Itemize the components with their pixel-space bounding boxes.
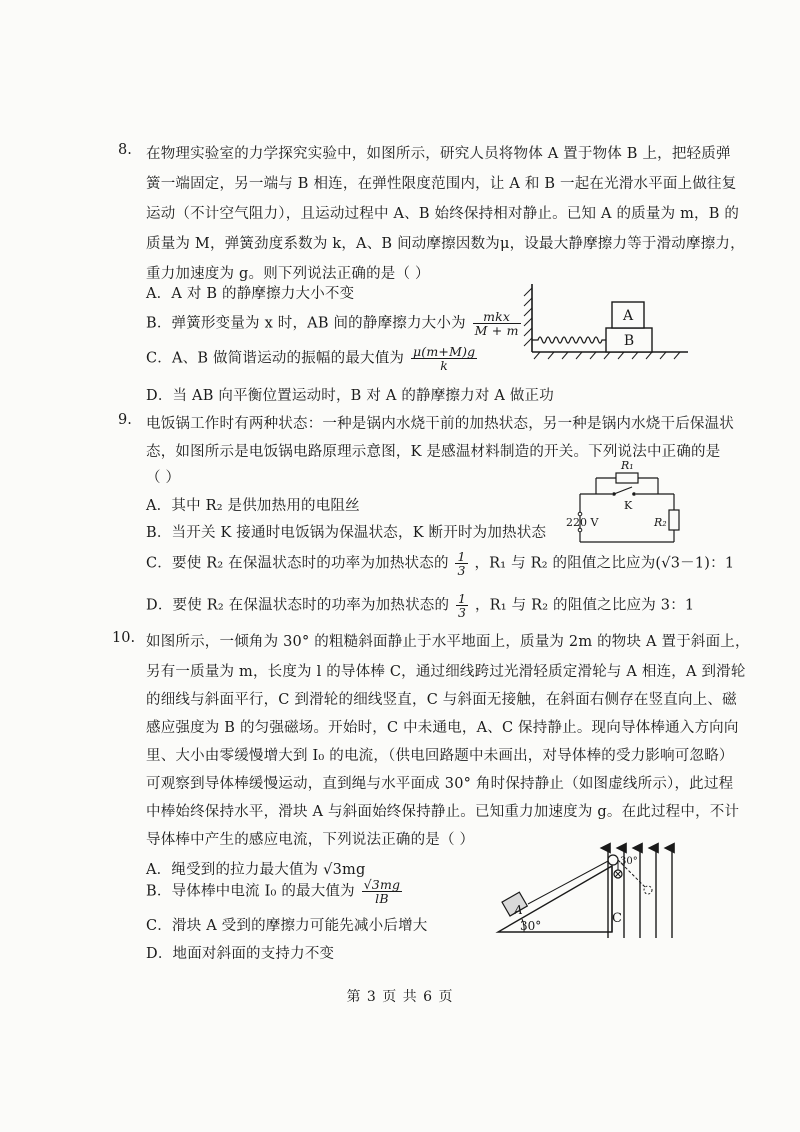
q9-stem-line-2: 态，如图所示是电饭锅电路原理示意图，K 是感温材料制造的开关。下列说法中正确的是 [146, 444, 721, 460]
incline-angle-label: 30° [520, 919, 542, 933]
q8-stem-line-2: 簧一端固定，另一端与 B 相连，在弹性限度范围内，让 A 和 B 一起在光滑水平面上做往复 [146, 176, 737, 192]
rod-c-label: C [612, 911, 622, 926]
q9-option-d [146, 592, 694, 619]
q10-stem-line-7: 中棒始终保持水平，滑块 A 与斜面始终保持静止。已知重力加速度为 g。在此过程中，不计 [146, 804, 740, 820]
q10-stem-line-5: 里、大小由零缓慢增大到 I₀ 的电流，（供电回路题中未画出，对导体棒的受力影响可忽略） [146, 748, 734, 764]
q9-option-c-numerator: 1 [457, 549, 466, 564]
q10-option-d: D．地面对斜面的支持力不变 [146, 946, 335, 962]
q10-option-b-numerator: √3mg [363, 877, 401, 892]
q9-option-c-suffix: ，R₁ 与 R₂ 的阻值之比应为(√3－1)：1 [474, 555, 735, 572]
q10-stem-line-2: 另有一质量为 m，长度为 l 的导体棒 C，通过细线跨过光滑轻质定滑轮与 A 相连，A 到滑轮 [146, 664, 746, 680]
q10-option-b [146, 878, 404, 905]
q8-stem-line-4: 质量为 M，弹簧劲度系数为 k，A、B 间动摩擦因数为μ，设最大静摩擦力等于滑动摩擦力， [146, 236, 745, 252]
q8-option-a: A．A 对 B 的静摩擦力大小不变 [146, 286, 355, 302]
voltage-label: 220 V [566, 516, 599, 529]
q8-option-b [146, 310, 523, 337]
q8-option-b-denominator: M + m [474, 323, 519, 339]
q9-option-c-fraction [455, 550, 467, 577]
q9-option-d-numerator: 1 [458, 591, 467, 606]
q8-option-c-text: C．A、B 做简谐运动的振幅的最大值为 [146, 350, 405, 367]
wall-hatching [524, 288, 532, 346]
q8-option-b-fraction [473, 310, 521, 337]
resistor-r2 [669, 510, 679, 530]
rod-final-position-icon [644, 886, 652, 894]
q9-option-b: B．当开关 K 接通时电饭锅为保温状态，K 断开时为加热状态 [146, 525, 547, 541]
q8-option-c-denominator: k [440, 358, 449, 374]
q10-option-b-fraction [362, 878, 403, 905]
q10-stem-line-3: 的细线与斜面平行，C 到滑轮的细线竖直，C 与斜面无接触，在斜面右侧存在竖直向上、磁 [146, 692, 737, 708]
q8-stem-line-1: 在物理实验室的力学探究实验中，如图所示，研究人员将物体 A 置于物体 B 上，把轻质弹 [146, 146, 731, 162]
page-footer: 第 3 页 共 6 页 [346, 989, 454, 1005]
q8-option-c-numerator: μ(m+M)g [412, 344, 476, 359]
block-b-label: B [623, 333, 635, 349]
q10-option-b-denominator: lB [375, 891, 389, 907]
q9-circuit-figure [566, 458, 690, 550]
q8-number: 8. [118, 142, 132, 158]
q8-spring-block-figure [520, 282, 690, 362]
q9-option-d-fraction [456, 592, 468, 619]
q10-stem-line-6: 可观察到导体棒缓慢运动，直到绳与水平面成 30° 角时保持静止（如图虚线所示），此过程 [146, 776, 734, 792]
resistor-r1-label: R₁ [621, 459, 634, 472]
q8-option-d: D．当 AB 向平衡位置运动时，B 对 A 的静摩擦力对 A 做正功 [146, 388, 554, 404]
q8-option-b-numerator: mkx [473, 310, 521, 324]
q10-stem-line-4: 感应强度为 B 的匀强磁场。开始时，C 中未通电，A、C 保持静止。现向导体棒通入方向向 [146, 720, 739, 736]
q9-option-d-prefix: D．要使 R₂ 在保温状态时的功率为加热状态的 [146, 597, 450, 614]
q8-option-b-text: B．弹簧形变量为 x 时，AB 间的静摩擦力大小为 [146, 315, 466, 332]
q8-stem-line-5: 重力加速度为 g。则下列说法正确的是（ ） [146, 266, 430, 282]
block-a-label: A [514, 903, 523, 917]
switch-contact [632, 492, 636, 496]
q8-option-c-fraction [411, 345, 477, 372]
resistor-r1 [616, 473, 638, 483]
q10-stem-line-8: 导体棒中产生的感应电流，下列说法正确的是（ ） [146, 832, 475, 848]
q9-option-d-denominator: 3 [458, 605, 467, 621]
q10-option-b-text: B．导体棒中电流 I₀ 的最大值为 [146, 883, 355, 900]
q9-option-c-denominator: 3 [457, 563, 466, 579]
q8-stem-line-3: 运动（不计空气阻力），且运动过程中 A、B 始终保持相对静止。已知 A 的质量为 m，B 的 [146, 206, 740, 222]
q10-option-a: A．绳受到的拉力最大值为 √3mg [146, 862, 366, 878]
q10-stem-line-1: 如图所示，一倾角为 30° 的粗糙斜面静止于水平地面上，质量为 2m 的物块 A 置于斜面上， [146, 634, 750, 650]
q9-option-c-prefix: C．要使 R₂ 在保温状态时的功率为加热状态的 [146, 555, 449, 572]
block-a-label: A [622, 308, 634, 324]
switch-k-label: K [624, 499, 633, 512]
resistor-r2-label: R₂ [654, 516, 667, 529]
floor-hatching [534, 352, 680, 359]
q8-option-c [146, 345, 479, 372]
q9-number: 9. [118, 412, 132, 428]
q10-option-c: C．滑块 A 受到的摩擦力可能先减小后增大 [146, 918, 428, 934]
spring-icon [532, 337, 606, 343]
q10-number: 10. [112, 630, 136, 646]
q9-option-d-suffix: ，R₁ 与 R₂ 的阻值之比应为 3：1 [474, 597, 695, 614]
pulley-icon [608, 855, 618, 865]
q9-option-c [146, 550, 734, 577]
q9-stem-line-3: （ ） [146, 470, 181, 486]
q9-option-a: A．其中 R₂ 是供加热用的电阻丝 [146, 498, 360, 514]
top-angle-label: 30° [620, 856, 638, 867]
q10-incline-figure [494, 840, 690, 940]
q9-stem-line-1: 电饭锅工作时有两种状态：一种是锅内水烧干前的加热状态，另一种是锅内水烧干后保温状 [146, 416, 734, 432]
